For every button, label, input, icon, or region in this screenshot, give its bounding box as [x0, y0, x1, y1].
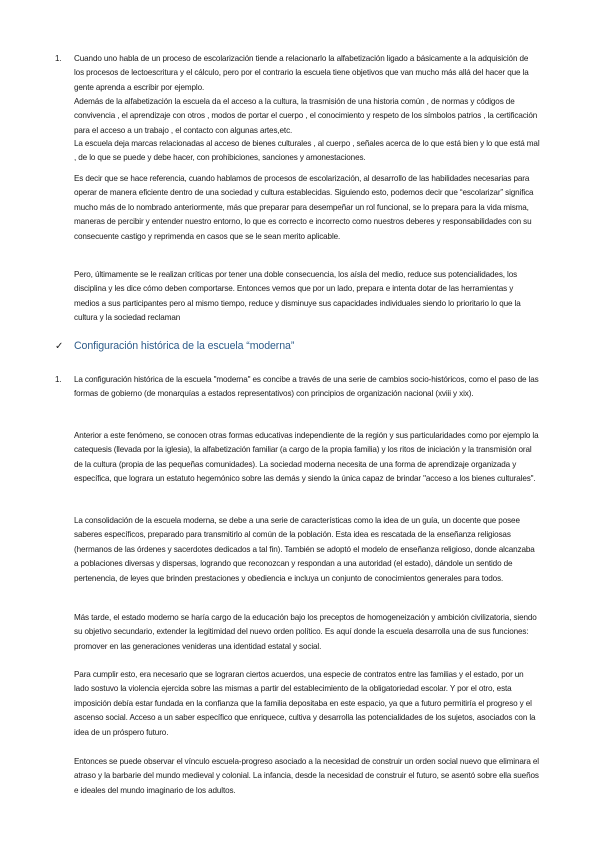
- paragraph-config: La configuración histórica de la escuela "moderna" es concibe a través de una serie de cambios socio-históricos, como el paso de las formas de gobierno (de monarquías a estados representativos) con principios de organización nacional (xviii y xix).: [74, 375, 539, 399]
- paragraph-prior: Anterior a este fenómeno, se conocen otras formas educativas independiente de la región y sus particularidades como por ejemplo la catequesis (llevada por la iglesia), la alfabetización familiar (a cargo de la propia familia) y los ritos de iniciación y la transmisión oral de la cultura (propia de las pequeñas comunidades). La sociedad moderna necesita de una forma de aprendizaje organizada y específica, que lograra un estatuto hegemónico sobre las demás y siendo la única capaz de brindar "acceso a los bienes culturales".: [74, 431, 539, 484]
- paragraph-consolidation: La consolidación de la escuela moderna, se debe a una serie de características como la idea de un guía, un docente que posee saberes específicos, preparado para transmitirlo al común de la población. Esta idea es rescatada de la enseñanza religiosas (hermanos de las órdenes y sacerdotes dedicados a tal fin). También se adoptó el modelo de enseñanza religioso, donde alcanzaba a poblaciones diversas y dispersas, logrando que reconozcan y respondan a una autoridad (el estado), dándole un sentido de pertenencia, de leyes que brinden prestaciones y obediencia e incluya un conjunto de conocimientos generales para todos.: [74, 516, 535, 583]
- checkmark-icon: ✓: [55, 341, 64, 352]
- paragraph-state: Más tarde, el estado moderno se haría cargo de la educación bajo los preceptos de homogeneización y ambición civilizatoria, siendo su objetivo secundario, extender la legitimidad del nuevo orden político. Es aquí donde la escuela desarrolla una de sus funciones: promover en las generaciones venideras una identidad estatal y social.: [74, 613, 537, 651]
- list-number: 1.: [55, 54, 62, 63]
- list-number: 1.: [55, 375, 62, 384]
- paragraph-progress: Entonces se puede observar el vínculo escuela-progreso asociado a la necesidad de construir un orden social nuevo que eliminara el atraso y la barbarie del mundo medieval y colonial. La infancia, desde la necesidad de construir el futuro, se asentó sobre ella sueños e ideales del mundo imaginario de los adultos.: [74, 757, 539, 795]
- paragraph-process: Es decir que se hace referencia, cuando hablamos de procesos de escolarización, al desarrollo de las habilidades necesarias para operar de manera eficiente dentro de una sociedad y cultura establecidas. Siguiendo esto, podemos decir que “escolarizar” significa mucho más de lo nombrado anteriormente, más que preparar para desempeñar un rol funcional, se lo prepara para la vida misma, maneras de percibir y entender nuestro entorno, lo que es correcto e incorrecto como nuestros deberes y responsabilidades con su consecuente castigo y reprimenda en casos que se le sean merito aplicable.: [74, 174, 534, 241]
- paragraph-intro: Cuando uno habla de un proceso de escolarización tiende a relacionarlo la alfabetización ligado a básicamente a la adquisición de los procesos de lectoescritura y el cálculo, pero por el contrario la escuela tiene objetivos que van mucho más allá del hacer que la gente aprenda a escribir por ejemplo.: [74, 54, 529, 92]
- paragraph-marks: La escuela deja marcas relacionadas al acceso de bienes culturales , al cuerpo , señales acerca de lo que está bien y lo que está mal , de lo que se puede y debe hacer, con prohibiciones, sanciones y amonestaciones.: [74, 139, 540, 163]
- paragraph-access: Además de la alfabetización la escuela da el acceso a la cultura, la trasmisión de una historia común , de normas y códigos de convivencia , el aprendizaje con otros , modos de portar el cuerpo , el conocimiento y respeto de los símbolos patrios , la certificación para el acceso a un trabajo , el contacto con algunas artes,etc.: [74, 97, 538, 135]
- section-heading: Configuración histórica de la escuela “moderna”: [74, 340, 295, 352]
- paragraph-critique: Pero, últimamente se le realizan críticas por tener una doble consecuencia, los aísla del medio, reduce sus potencialidades, los disciplina y les dice cómo deben comportarse. Entonces vemos que por un lado, prepara e intenta dotar de las herramientas y medios a sus participantes pero al mismo tiempo, reduce y disminuye sus capacidades individuales siendo lo prioritario lo que la cultura y la sociedad reclaman: [74, 270, 521, 323]
- paragraph-agreements: Para cumplir esto, era necesario que se lograran ciertos acuerdos, una especie de contratos entre las familias y el estado, por un lado sostuvo la violencia ejercida sobre las mismas a partir del establecimiento de la obligatoriedad escolar. Y por el otro, esta imposición debía estar fundada en la confianza que la familia depositaba en este espacio, ya que a futuro permitiría el progreso y el ascenso social. Acceso a un saber específico que enriquece, cultiva y desarrolla las potencialidades de los sujetos, asociados con la idea de un próspero futuro.: [74, 670, 536, 737]
